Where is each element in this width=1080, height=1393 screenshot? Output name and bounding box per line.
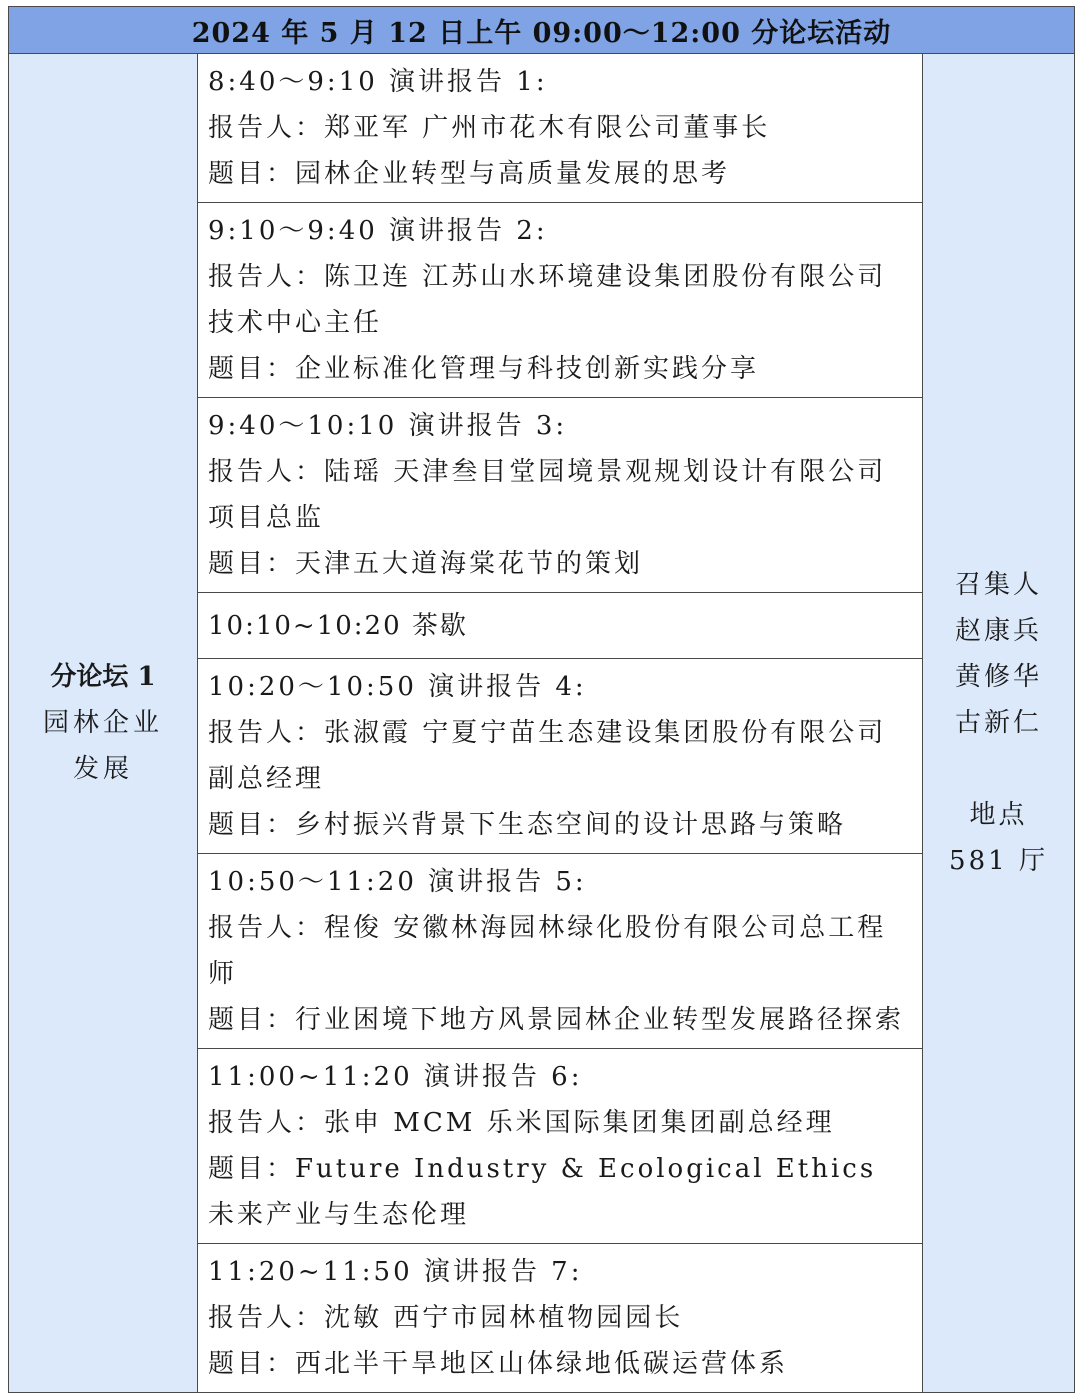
talk-speaker: 报告人：郑亚军 广州市花木有限公司董事长 bbox=[208, 113, 771, 143]
talk-4 bbox=[198, 659, 923, 854]
venue-value: 581 厅 bbox=[949, 846, 1048, 876]
talk-1 bbox=[198, 54, 923, 203]
talk-5 bbox=[198, 854, 923, 1049]
talk-topic: 题目：西北半干旱地区山体绿地低碳运营体系 bbox=[208, 1349, 789, 1379]
talk-topic: 题目：Future Industry & Ecological Ethics 未来产业与生态伦理 bbox=[208, 1154, 877, 1230]
talk-topic: 题目：天津五大道海棠花节的策划 bbox=[208, 549, 644, 579]
talk-speaker: 报告人：沈敏 西宁市园林植物园园长 bbox=[208, 1303, 684, 1333]
convener-name: 赵康兵 bbox=[954, 616, 1042, 646]
forum-subtitle: 园林企业发展 bbox=[42, 708, 163, 784]
talk-7 bbox=[198, 1244, 923, 1393]
talk-3 bbox=[198, 398, 923, 593]
talk-topic: 题目：乡村振兴背景下生态空间的设计思路与策略 bbox=[208, 810, 847, 840]
talk-time-title: 8:40～9:10 演讲报告 1: bbox=[208, 67, 548, 97]
talk-time-title: 10:20～10:50 演讲报告 4: bbox=[208, 672, 587, 702]
spacer bbox=[923, 746, 1074, 792]
talk-time-title: 11:00~11:20 演讲报告 6: bbox=[208, 1062, 583, 1092]
convener-name: 黄修华 bbox=[954, 662, 1042, 692]
schedule-header: 2024 年 5 月 12 日上午 09:00～12:00 分论坛活动 bbox=[9, 7, 1075, 54]
talk-topic: 题目：园林企业转型与高质量发展的思考 bbox=[208, 159, 731, 189]
talk-6 bbox=[198, 1049, 923, 1244]
talk-speaker: 报告人：陆瑶 天津叁目堂园境景观规划设计有限公司项目总监 bbox=[208, 457, 887, 533]
talk-speaker: 报告人：程俊 安徽林海园林绿化股份有限公司总工程师 bbox=[208, 913, 887, 989]
talk-topic: 题目：企业标准化管理与科技创新实践分享 bbox=[208, 354, 760, 384]
talk-time-title: 10:50～11:20 演讲报告 5: bbox=[208, 867, 587, 897]
talk-speaker: 报告人：陈卫连 江苏山水环境建设集团股份有限公司技术中心主任 bbox=[208, 262, 887, 338]
convener-name: 古新仁 bbox=[954, 708, 1042, 738]
talk-time-title: 9:10～9:40 演讲报告 2: bbox=[208, 216, 548, 246]
talk-speaker: 报告人：张申 MCM 乐米国际集团集团副总经理 bbox=[208, 1108, 835, 1138]
venue-label: 地点 bbox=[969, 800, 1028, 830]
talk-time-title: 9:40～10:10 演讲报告 3: bbox=[208, 411, 568, 441]
forum-cell bbox=[9, 54, 198, 1393]
schedule-table bbox=[8, 6, 1075, 1393]
talk-time-title: 11:20~11:50 演讲报告 7: bbox=[208, 1257, 583, 1287]
tea-break: 10:10~10:20 茶歇 bbox=[198, 593, 923, 659]
talk-speaker: 报告人：张淑霞 宁夏宁苗生态建设集团股份有限公司副总经理 bbox=[208, 718, 887, 794]
forum-title: 分论坛 1 bbox=[50, 662, 156, 692]
talk-2 bbox=[198, 203, 923, 398]
convener-label: 召集人 bbox=[954, 570, 1042, 600]
convener-cell bbox=[923, 54, 1075, 1393]
talk-topic: 题目：行业困境下地方风景园林企业转型发展路径探索 bbox=[208, 1005, 905, 1035]
